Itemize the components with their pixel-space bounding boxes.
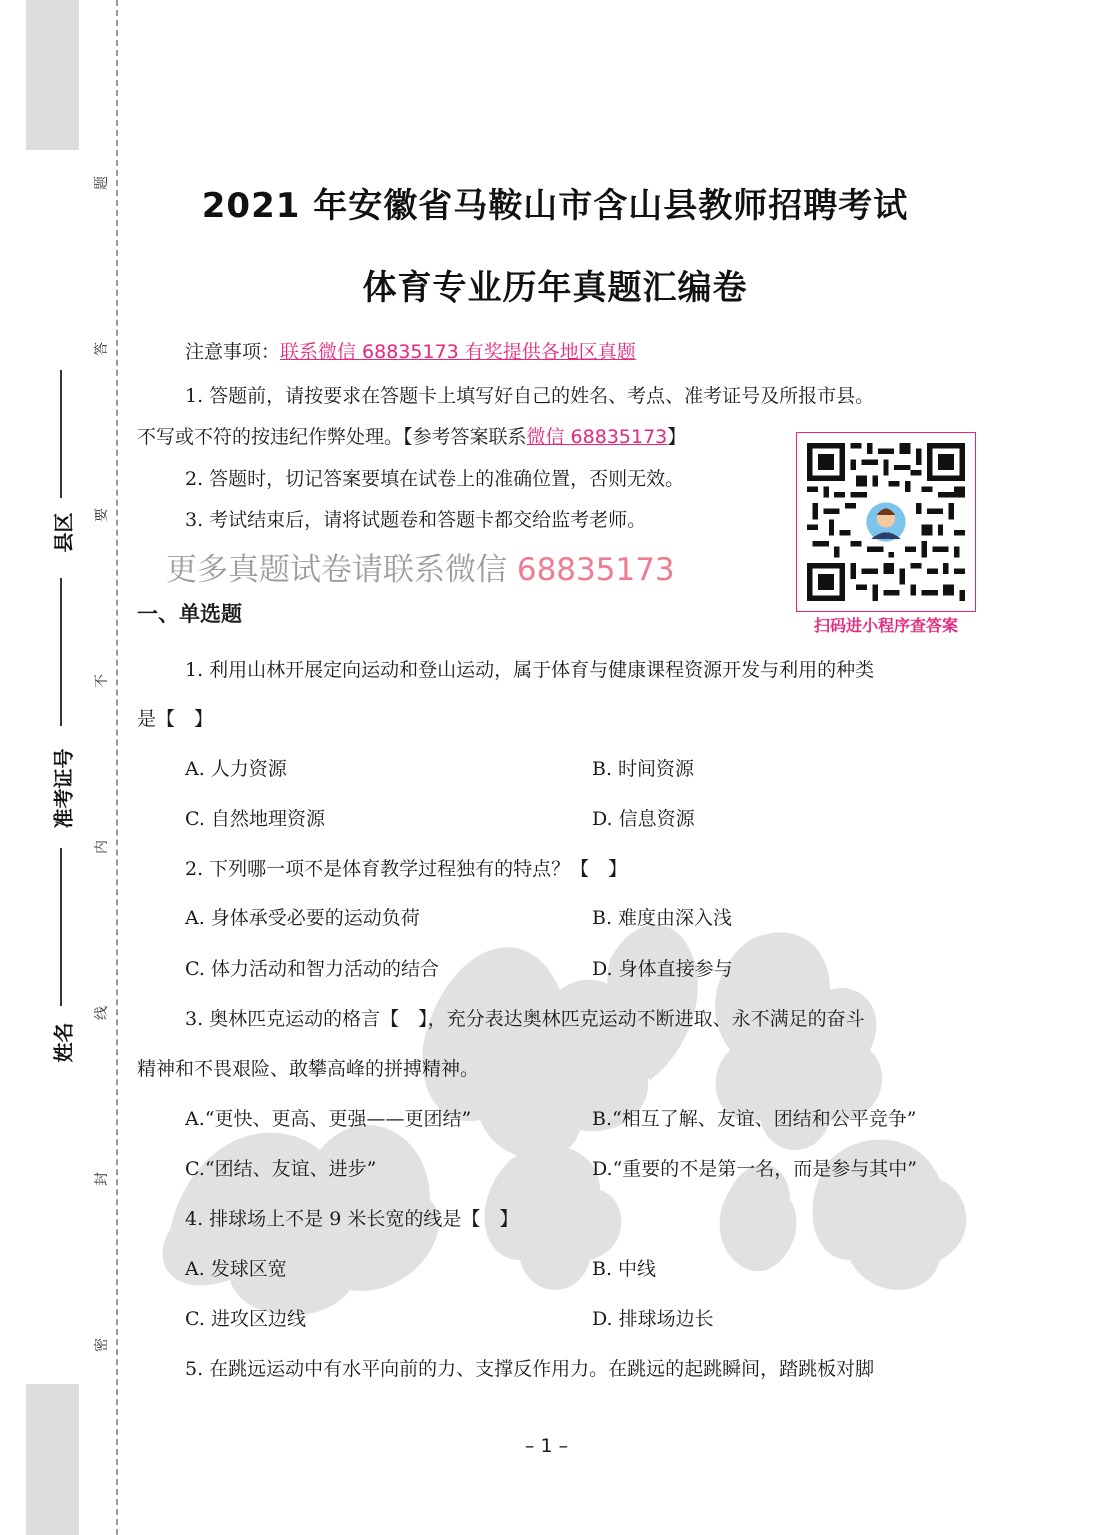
question-3-option-a[interactable]: A.“更快、更高、更强——更团结” <box>185 1108 472 1130</box>
exam-number-underline[interactable] <box>60 578 62 726</box>
exam-title-line2: 体育专业历年真题汇编卷 <box>362 268 748 308</box>
question-4-option-d[interactable]: D. 排球场边长 <box>592 1308 714 1330</box>
name-underline[interactable] <box>60 848 62 1006</box>
notice-item-2: 2. 答题时，切记答案要填在试卷上的准确位置，否则无效。 <box>185 468 685 490</box>
qr-code-box[interactable] <box>796 432 976 612</box>
question-1-stem-cont: 是【 】 <box>137 708 214 730</box>
name-label: 姓名 <box>51 1022 76 1063</box>
seal-char: 题 <box>94 176 110 190</box>
question-3-option-d[interactable]: D.“重要的不是第一名，而是参与其中” <box>592 1158 918 1180</box>
notice-line <box>185 340 636 364</box>
notice-item-3: 3. 考试结束后，请将试题卷和答题卡都交给监考老师。 <box>185 509 647 531</box>
promo-number: 68835173 <box>516 552 675 588</box>
notice-item-1-prefix: 不写或不符的按违纪作弊处理。【参考答案联系 <box>137 426 527 448</box>
county-label: 县区 <box>51 512 76 553</box>
county-underline[interactable] <box>60 370 62 498</box>
promo-text: 更多真题试卷请联系微信 <box>166 552 517 588</box>
seal-char: 答 <box>94 342 110 356</box>
question-3-stem-cont: 精神和不畏艰险、敢攀高峰的拼搏精神。 <box>137 1058 480 1080</box>
notice-item-1: 1. 答题前，请按要求在答题卡上填写好自己的姓名、考点、准考证号及所报市县。 <box>185 385 875 407</box>
seal-char: 线 <box>94 1006 110 1020</box>
seal-char: 封 <box>94 1172 110 1186</box>
question-3-stem: 3. 奥林匹克运动的格言【 】，充分表达奥林匹克运动不断进取、永不满足的奋斗 <box>185 1008 865 1030</box>
question-4-stem: 4. 排球场上不是 9 米长宽的线是【 】 <box>185 1208 519 1230</box>
promo-banner <box>166 544 675 589</box>
question-1-option-c[interactable]: C. 自然地理资源 <box>185 808 325 830</box>
page-number: – 1 – <box>524 1435 569 1457</box>
binding-dashed-line <box>116 0 118 1535</box>
seal-char: 密 <box>94 1338 110 1352</box>
exam-title-line1: 2021 年安徽省马鞍山市含山县教师招聘考试 <box>201 186 909 226</box>
question-5-stem: 5. 在跳远运动中有水平向前的力、支撑反作用力。在跳远的起跳瞬间，踏跳板对脚 <box>185 1358 875 1380</box>
exam-number-label: 准考证号 <box>51 748 76 829</box>
answer-contact-link[interactable]: 微信 68835173 <box>526 426 668 448</box>
question-4-option-c[interactable]: C. 进攻区边线 <box>185 1308 306 1330</box>
notice-label: 注意事项： <box>185 341 281 363</box>
question-2-option-c[interactable]: C. 体力活动和智力活动的结合 <box>185 958 439 980</box>
question-1-stem: 1. 利用山林开展定向运动和登山运动，属于体育与健康课程资源开发与利用的种类 <box>185 659 875 681</box>
binding-gray-band-top <box>26 0 79 150</box>
binding-gray-band-bottom <box>26 1384 79 1535</box>
question-1-option-d[interactable]: D. 信息资源 <box>592 808 695 830</box>
question-3-option-c[interactable]: C.“团结、友谊、进步” <box>185 1158 377 1180</box>
exam-number-field <box>51 578 76 829</box>
question-2-option-d[interactable]: D. 身体直接参与 <box>592 958 733 980</box>
seal-char: 要 <box>94 508 110 522</box>
qr-caption: 扫码进小程序查答案 <box>813 616 958 635</box>
county-field <box>51 370 76 580</box>
seal-char: 内 <box>94 840 110 854</box>
question-1-option-a[interactable]: A. 人力资源 <box>185 758 287 780</box>
question-3-option-b[interactable]: B.“相互了解、友谊、团结和公平竞争” <box>592 1108 917 1130</box>
question-1-option-b[interactable]: B. 时间资源 <box>592 758 695 780</box>
question-2-option-b[interactable]: B. 难度由深入浅 <box>592 907 733 929</box>
contact-link[interactable]: 联系微信 68835173 有奖提供各地区真题 <box>280 341 636 363</box>
question-2-option-a[interactable]: A. 身体承受必要的运动负荷 <box>185 907 420 929</box>
notice-item-1-suffix: 】 <box>667 426 687 448</box>
seal-char: 不 <box>94 674 110 688</box>
question-4-option-a[interactable]: A. 发球区宽 <box>185 1258 287 1280</box>
question-2-stem: 2. 下列哪一项不是体育教学过程独有的特点？【 】 <box>185 858 628 880</box>
qr-code-icon <box>807 443 965 601</box>
section-title: 一、单选题 <box>137 602 242 626</box>
notice-item-1-cont <box>137 425 686 449</box>
name-field <box>51 848 76 1063</box>
question-4-option-b[interactable]: B. 中线 <box>592 1258 657 1280</box>
